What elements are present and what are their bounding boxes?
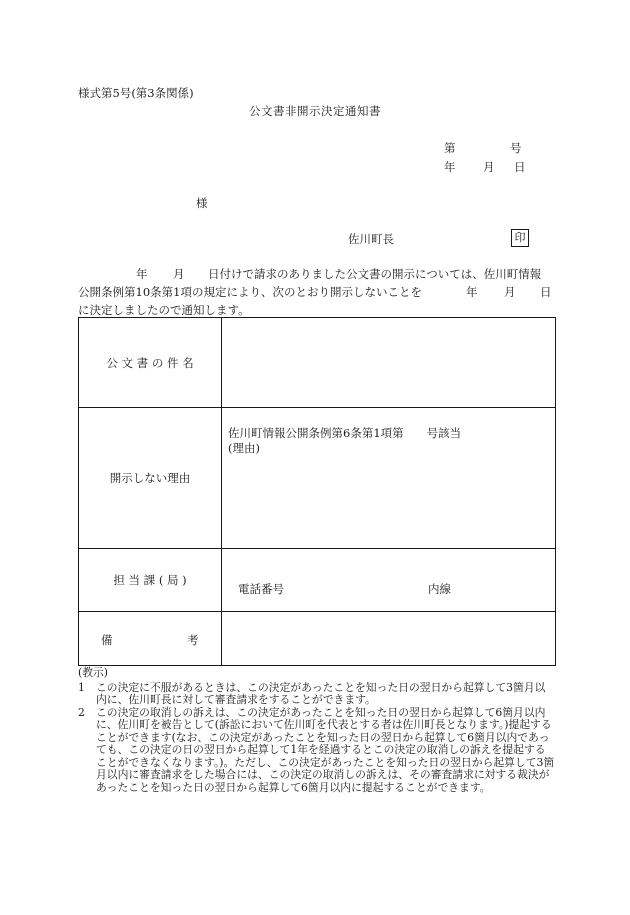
date-day-label: 日 [514,160,526,174]
date-year-label: 年 [444,160,456,174]
instruction-notes [78,667,556,794]
body-year-label: 年 [136,267,148,281]
note-item [78,682,556,707]
label-department: 担 当 課 ( 局 ) [79,549,222,612]
document-title: 公文書非開示決定通知書 [249,104,381,118]
extension-label: 内線 [428,582,451,596]
body-month-label: 月 [173,267,185,281]
phone-label: 電話番号 [238,582,284,596]
notice-body [78,265,552,319]
note-text: この決定の取消しの訴えは、この決定があったことを知った日の翌日から起算して6箇月以内に、佐川町を被告として(訴訟において佐川町を代表とする者は佐川町長となります。)提起することができます(なお、この決定があったことを知った日の翌日から起算して6箇月以内であっても、この決定の日の翌日から起算して1年を経過するとこの決定の取消しの訴えを提起することができなくなります。)。ただし、この決定があったことを知った日の翌日から起算して3箇月以内に審査請求をした場合には、この決定の取消しの訴えは、その審査請求に対する裁決があったことを知った日の翌日から起算して6箇月以内に提起することができます。 [96,705,555,794]
row-remarks [79,612,556,666]
form-number: 様式第5号(第3条関係) [78,86,194,100]
body-line-2 [78,283,552,301]
reason-ordinance-clause: 佐川町情報公開条例第6条第1項第 号該当 [228,426,462,440]
issuer-name: 佐川町長 [348,232,394,246]
value-document-subject[interactable] [222,318,556,408]
row-document-subject [79,318,556,408]
value-nondisclosure-reason[interactable] [222,408,556,549]
note-item [78,707,556,795]
seal-mark: 印 [511,229,529,247]
note-number: 1 [78,680,85,694]
value-department[interactable] [222,549,556,612]
body-line-1 [78,265,552,283]
remarks-char-2: 考 [187,632,199,647]
remarks-char-1: 備 [101,632,113,647]
doc-number-suffix: 号 [510,141,522,155]
body-line-2-text: 公開条例第10条第1項の規定により、次のとおり開示しないことを [78,285,422,299]
label-nondisclosure-reason: 開示しない理由 [79,408,222,549]
notes-heading: (教示) [78,666,109,679]
body-decision-month: 月 [504,285,516,299]
doc-number-prefix: 第 [444,141,456,155]
recipient-suffix: 様 [196,196,208,210]
value-remarks[interactable] [222,612,556,666]
label-document-subject: 公 文 書 の 件 名 [79,318,222,408]
decision-table [78,317,556,666]
reason-subheading: (理由) [228,441,260,455]
note-text: この決定に不服があるときは、この決定があったことを知った日の翌日から起算して3箇月以内に、佐川町長に対して審査請求をすることができます。 [96,680,546,706]
label-remarks [79,612,222,666]
body-decision-year: 年 [466,285,478,299]
body-line-3-text: に決定しましたので通知します。 [78,303,250,317]
date-month-label: 月 [483,160,495,174]
row-department [79,549,556,612]
body-decision-day: 日 [540,285,552,299]
body-line-1-text: 日付けで請求のありました公文書の開示については、佐川町情報 [208,267,542,281]
note-number: 2 [78,705,85,719]
row-nondisclosure-reason [79,408,556,549]
